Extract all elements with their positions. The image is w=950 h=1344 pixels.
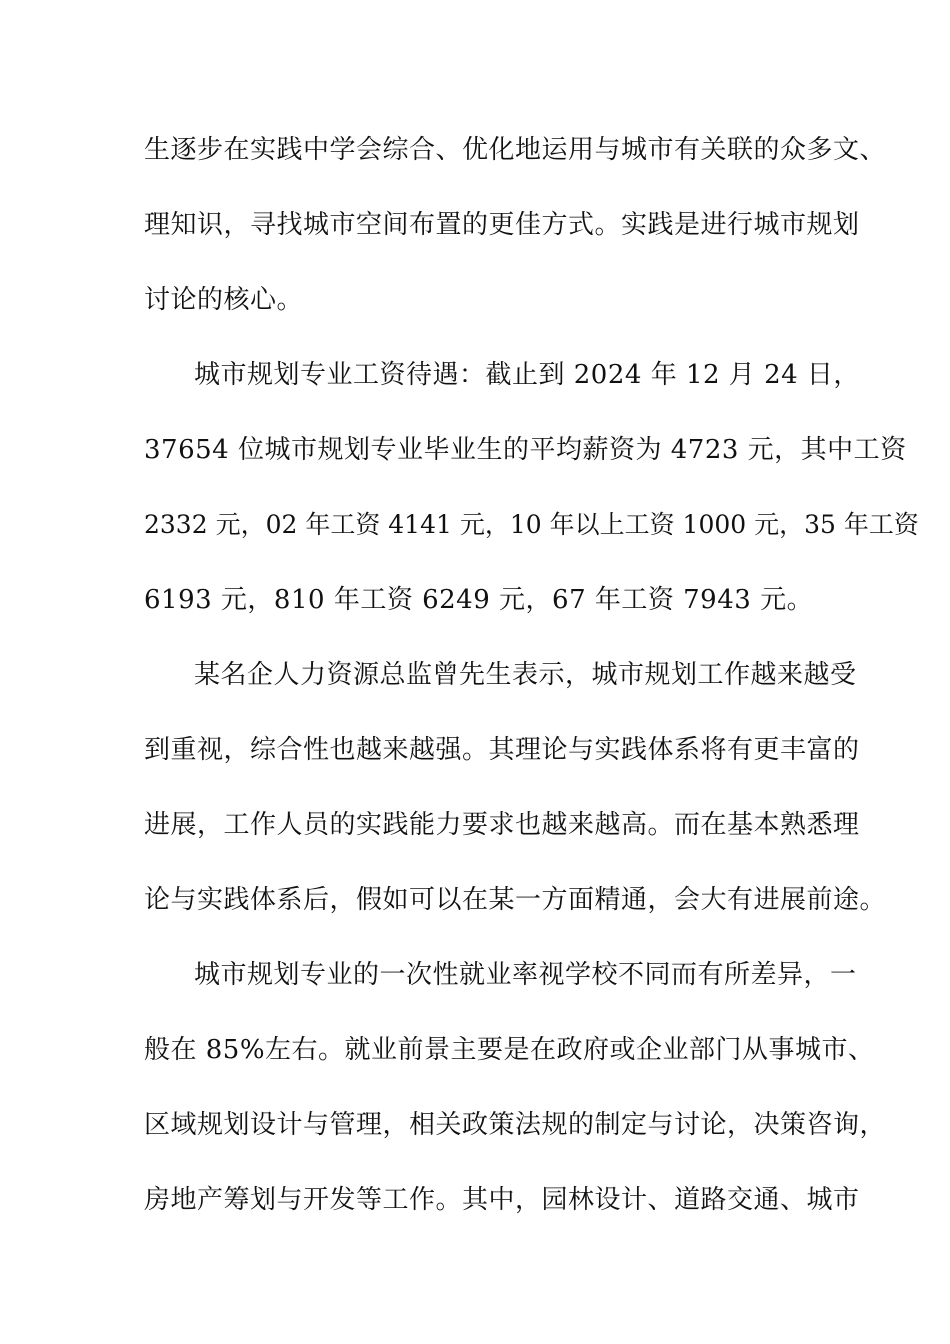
text-line-3: 讨论的核心。 [144,285,304,315]
text-line-15: 房地产筹划与开发等工作。其中，园林设计、道路交通、城市 [144,1185,860,1215]
text-line-13: 般在 85%左右。就业前景主要是在政府或企业部门从事城市、 [144,1035,875,1065]
text-line-14: 区域规划设计与管理，相关政策法规的制定与讨论，决策咨询， [144,1110,887,1140]
text-line-4: 城市规划专业工资待遇：截止到 2024 年 12 月 24 日， [194,360,860,390]
text-line-8: 某名企人力资源总监曾先生表示，城市规划工作越来越受 [194,660,857,690]
text-line-9: 到重视，综合性也越来越强。其理论与实践体系将有更丰富的 [144,735,860,765]
text-line-5: 37654 位城市规划专业毕业生的平均薪资为 4723 元，其中工资 [144,435,907,465]
text-line-11: 论与实践体系后，假如可以在某一方面精通，会大有进展前途。 [144,885,887,915]
text-line-2: 理知识，寻找城市空间布置的更佳方式。实践是进行城市规划 [144,210,860,240]
text-line-12: 城市规划专业的一次性就业率视学校不同而有所差异，一 [194,960,857,990]
text-line-1: 生逐步在实践中学会综合、优化地运用与城市有关联的众多文、 [144,135,887,165]
text-line-6: 2332 元，02 年工资 4141 元，10 年以上工资 1000 元，35 年工资 [144,510,919,539]
text-line-10: 进展，工作人员的实践能力要求也越来越高。而在基本熟悉理 [144,810,860,840]
text-line-7: 6193 元，810 年工资 6249 元，67 年工资 7943 元。 [144,585,814,615]
